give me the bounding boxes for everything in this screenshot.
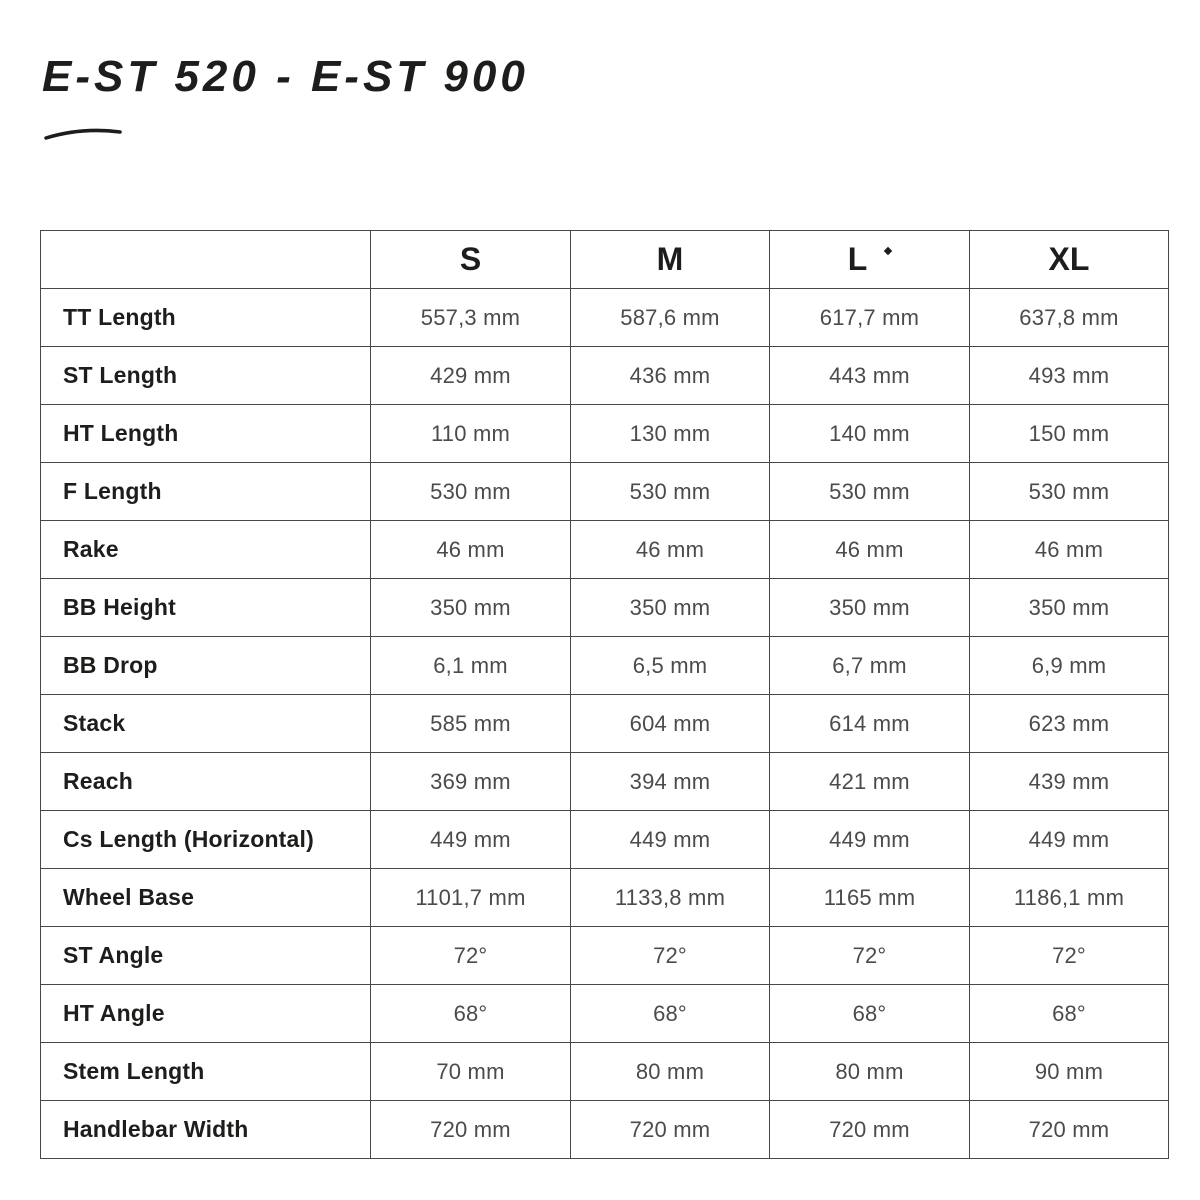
row-value: 720 mm bbox=[571, 1101, 770, 1159]
row-value: 350 mm bbox=[770, 579, 970, 637]
row-value: 623 mm bbox=[970, 695, 1169, 753]
title-underline-stroke-icon bbox=[42, 122, 124, 144]
row-value: 587,6 mm bbox=[571, 289, 770, 347]
table-row bbox=[41, 347, 1169, 405]
row-label: Reach bbox=[41, 753, 371, 811]
row-value: 449 mm bbox=[571, 811, 770, 869]
row-value: 90 mm bbox=[970, 1043, 1169, 1101]
row-value: 68° bbox=[770, 985, 970, 1043]
row-label: Rake bbox=[41, 521, 371, 579]
row-value: 46 mm bbox=[371, 521, 571, 579]
row-value: 493 mm bbox=[970, 347, 1169, 405]
row-label: ST Length bbox=[41, 347, 371, 405]
row-label: HT Length bbox=[41, 405, 371, 463]
row-value: 421 mm bbox=[770, 753, 970, 811]
corner-cell bbox=[41, 231, 371, 289]
table-row bbox=[41, 637, 1169, 695]
row-label: ST Angle bbox=[41, 927, 371, 985]
table-row bbox=[41, 811, 1169, 869]
table-row bbox=[41, 579, 1169, 637]
size-label-xl: XL bbox=[1048, 241, 1090, 277]
l-marker-dot-icon bbox=[884, 247, 892, 255]
row-value: 68° bbox=[970, 985, 1169, 1043]
row-label: BB Height bbox=[41, 579, 371, 637]
geometry-table-body bbox=[41, 289, 1169, 1159]
row-value: 614 mm bbox=[770, 695, 970, 753]
row-label: BB Drop bbox=[41, 637, 371, 695]
row-value: 72° bbox=[571, 927, 770, 985]
row-value: 530 mm bbox=[371, 463, 571, 521]
row-value: 350 mm bbox=[371, 579, 571, 637]
row-label: TT Length bbox=[41, 289, 371, 347]
row-value: 350 mm bbox=[571, 579, 770, 637]
row-label: Wheel Base bbox=[41, 869, 371, 927]
size-label-s: S bbox=[459, 241, 482, 277]
row-value: 46 mm bbox=[571, 521, 770, 579]
row-value: 720 mm bbox=[770, 1101, 970, 1159]
row-value: 604 mm bbox=[571, 695, 770, 753]
row-value: 720 mm bbox=[371, 1101, 571, 1159]
table-row bbox=[41, 289, 1169, 347]
row-value: 1101,7 mm bbox=[371, 869, 571, 927]
row-value: 6,5 mm bbox=[571, 637, 770, 695]
row-value: 68° bbox=[571, 985, 770, 1043]
table-row bbox=[41, 521, 1169, 579]
row-value: 617,7 mm bbox=[770, 289, 970, 347]
row-label: Stack bbox=[41, 695, 371, 753]
row-value: 150 mm bbox=[970, 405, 1169, 463]
row-value: 530 mm bbox=[970, 463, 1169, 521]
row-value: 1165 mm bbox=[770, 869, 970, 927]
geometry-table bbox=[40, 230, 1169, 1159]
row-value: 720 mm bbox=[970, 1101, 1169, 1159]
page-title: E-ST 520 - E-ST 900 bbox=[42, 52, 529, 101]
table-row bbox=[41, 695, 1169, 753]
row-label: Handlebar Width bbox=[41, 1101, 371, 1159]
table-row bbox=[41, 405, 1169, 463]
row-value: 637,8 mm bbox=[970, 289, 1169, 347]
row-value: 449 mm bbox=[970, 811, 1169, 869]
row-value: 6,9 mm bbox=[970, 637, 1169, 695]
row-value: 436 mm bbox=[571, 347, 770, 405]
row-value: 449 mm bbox=[770, 811, 970, 869]
row-value: 1186,1 mm bbox=[970, 869, 1169, 927]
row-value: 46 mm bbox=[770, 521, 970, 579]
row-value: 130 mm bbox=[571, 405, 770, 463]
size-header-m bbox=[571, 231, 770, 289]
row-value: 72° bbox=[371, 927, 571, 985]
table-row bbox=[41, 985, 1169, 1043]
table-row bbox=[41, 1101, 1169, 1159]
row-value: 6,1 mm bbox=[371, 637, 571, 695]
size-label-l: L bbox=[847, 241, 868, 277]
size-header-s bbox=[371, 231, 571, 289]
row-label: HT Angle bbox=[41, 985, 371, 1043]
row-value: 70 mm bbox=[371, 1043, 571, 1101]
row-value: 443 mm bbox=[770, 347, 970, 405]
table-row bbox=[41, 463, 1169, 521]
size-header-xl bbox=[970, 231, 1169, 289]
table-row bbox=[41, 753, 1169, 811]
row-value: 369 mm bbox=[371, 753, 571, 811]
row-value: 530 mm bbox=[571, 463, 770, 521]
row-value: 46 mm bbox=[970, 521, 1169, 579]
row-value: 429 mm bbox=[371, 347, 571, 405]
table-row bbox=[41, 927, 1169, 985]
row-value: 6,7 mm bbox=[770, 637, 970, 695]
row-value: 68° bbox=[371, 985, 571, 1043]
size-header-l bbox=[770, 231, 970, 289]
row-value: 449 mm bbox=[371, 811, 571, 869]
row-value: 140 mm bbox=[770, 405, 970, 463]
row-value: 80 mm bbox=[571, 1043, 770, 1101]
row-value: 72° bbox=[970, 927, 1169, 985]
row-value: 394 mm bbox=[571, 753, 770, 811]
row-value: 110 mm bbox=[371, 405, 571, 463]
row-value: 1133,8 mm bbox=[571, 869, 770, 927]
row-label: F Length bbox=[41, 463, 371, 521]
row-value: 530 mm bbox=[770, 463, 970, 521]
size-header-row bbox=[41, 231, 1169, 289]
row-value: 585 mm bbox=[371, 695, 571, 753]
row-value: 350 mm bbox=[970, 579, 1169, 637]
row-label: Cs Length (Horizontal) bbox=[41, 811, 371, 869]
row-value: 72° bbox=[770, 927, 970, 985]
row-value: 439 mm bbox=[970, 753, 1169, 811]
table-row bbox=[41, 1043, 1169, 1101]
table-row bbox=[41, 869, 1169, 927]
row-value: 80 mm bbox=[770, 1043, 970, 1101]
row-value: 557,3 mm bbox=[371, 289, 571, 347]
size-label-m: M bbox=[656, 241, 684, 277]
row-label: Stem Length bbox=[41, 1043, 371, 1101]
